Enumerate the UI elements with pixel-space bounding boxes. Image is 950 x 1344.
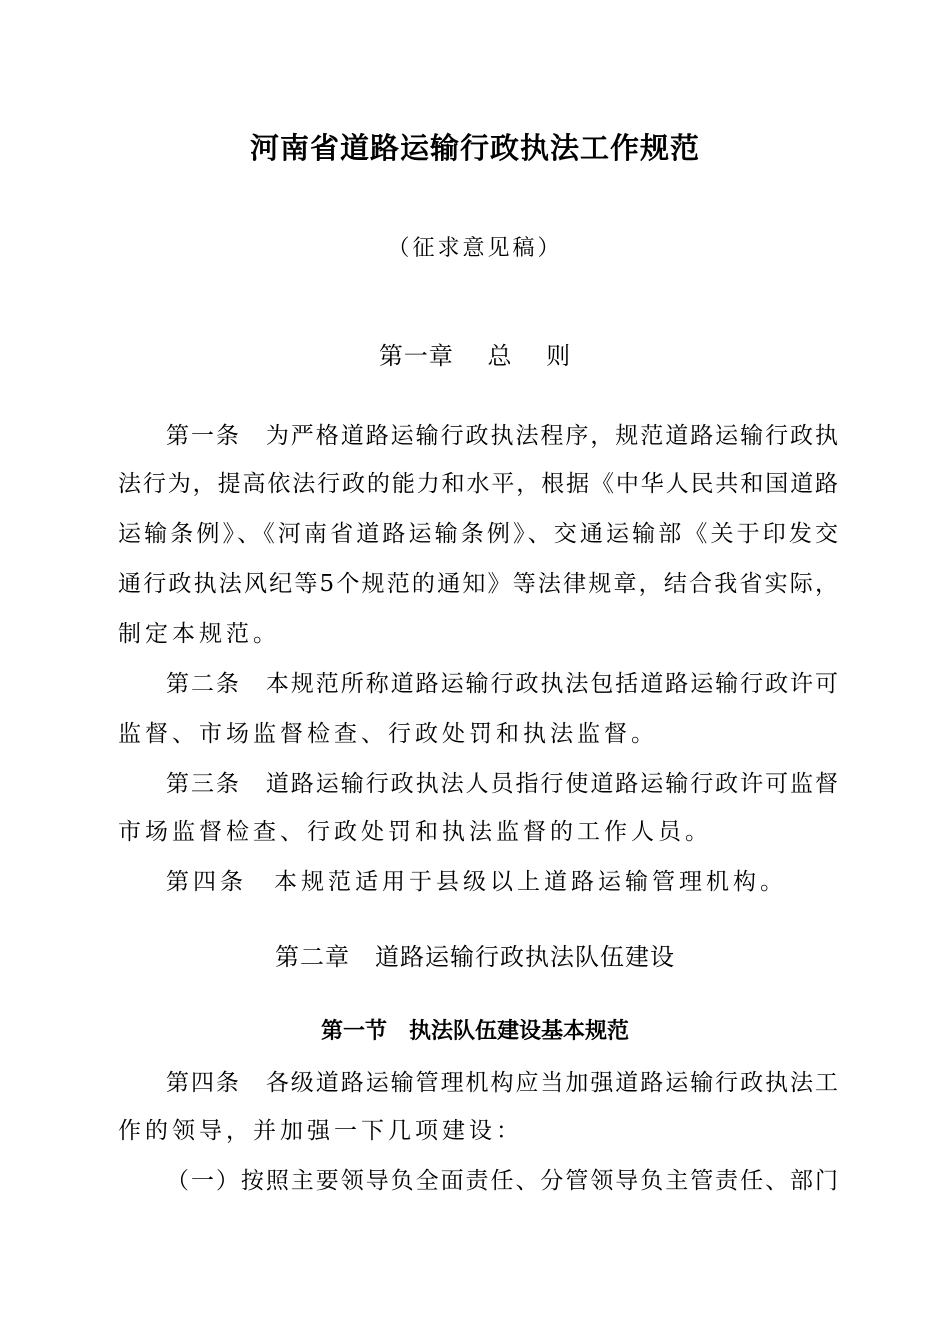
chapter-heading: 第二章 道路运输行政执法队伍建设	[275, 943, 675, 971]
paragraph-line: 运输条例》、《河南省道路运输条例》、交通运输部《关于印发交	[118, 521, 838, 547]
paragraph-line: 第四条 本规范适用于县级以上道路运输管理机构。	[166, 869, 787, 895]
paragraph-line: 作的领导，并加强一下几项建设：	[118, 1118, 523, 1144]
document-subtitle: （征求意见稿）	[387, 236, 563, 261]
paragraph-line: 通行政执法风纪等5个规范的通知》等法律规章，结合我省实际，	[118, 571, 838, 597]
paragraph-line: 第二条 本规范所称道路运输行政执法包括道路运输行政许可	[166, 671, 838, 697]
paragraph-line: 第一条 为严格道路运输行政执法程序，规范道路运输行政执	[166, 423, 838, 449]
paragraph-line: 第四条 各级道路运输管理机构应当加强道路运输行政执法工	[166, 1070, 838, 1096]
document-title: 河南省道路运输行政执法工作规范	[249, 131, 700, 165]
paragraph-line: 制定本规范。	[118, 621, 280, 647]
paragraph-line: 法行为，提高依法行政的能力和水平，根据《中华人民共和国道路	[118, 471, 838, 497]
chapter-heading: 第一章 总 则	[378, 342, 572, 370]
paragraph-line: 第三条 道路运输行政执法人员指行使道路运输行政许可监督	[166, 771, 838, 797]
paragraph-line: 市场监督检查、行政处罚和执法监督的工作人员。	[118, 819, 712, 845]
paragraph-line: 监督、市场监督检查、行政处罚和执法监督。	[118, 721, 658, 747]
section-heading: 第一节 执法队伍建设基本规范	[320, 1019, 629, 1044]
paragraph-line: （一）按照主要领导负全面责任、分管领导负主管责任、部门	[166, 1168, 838, 1194]
